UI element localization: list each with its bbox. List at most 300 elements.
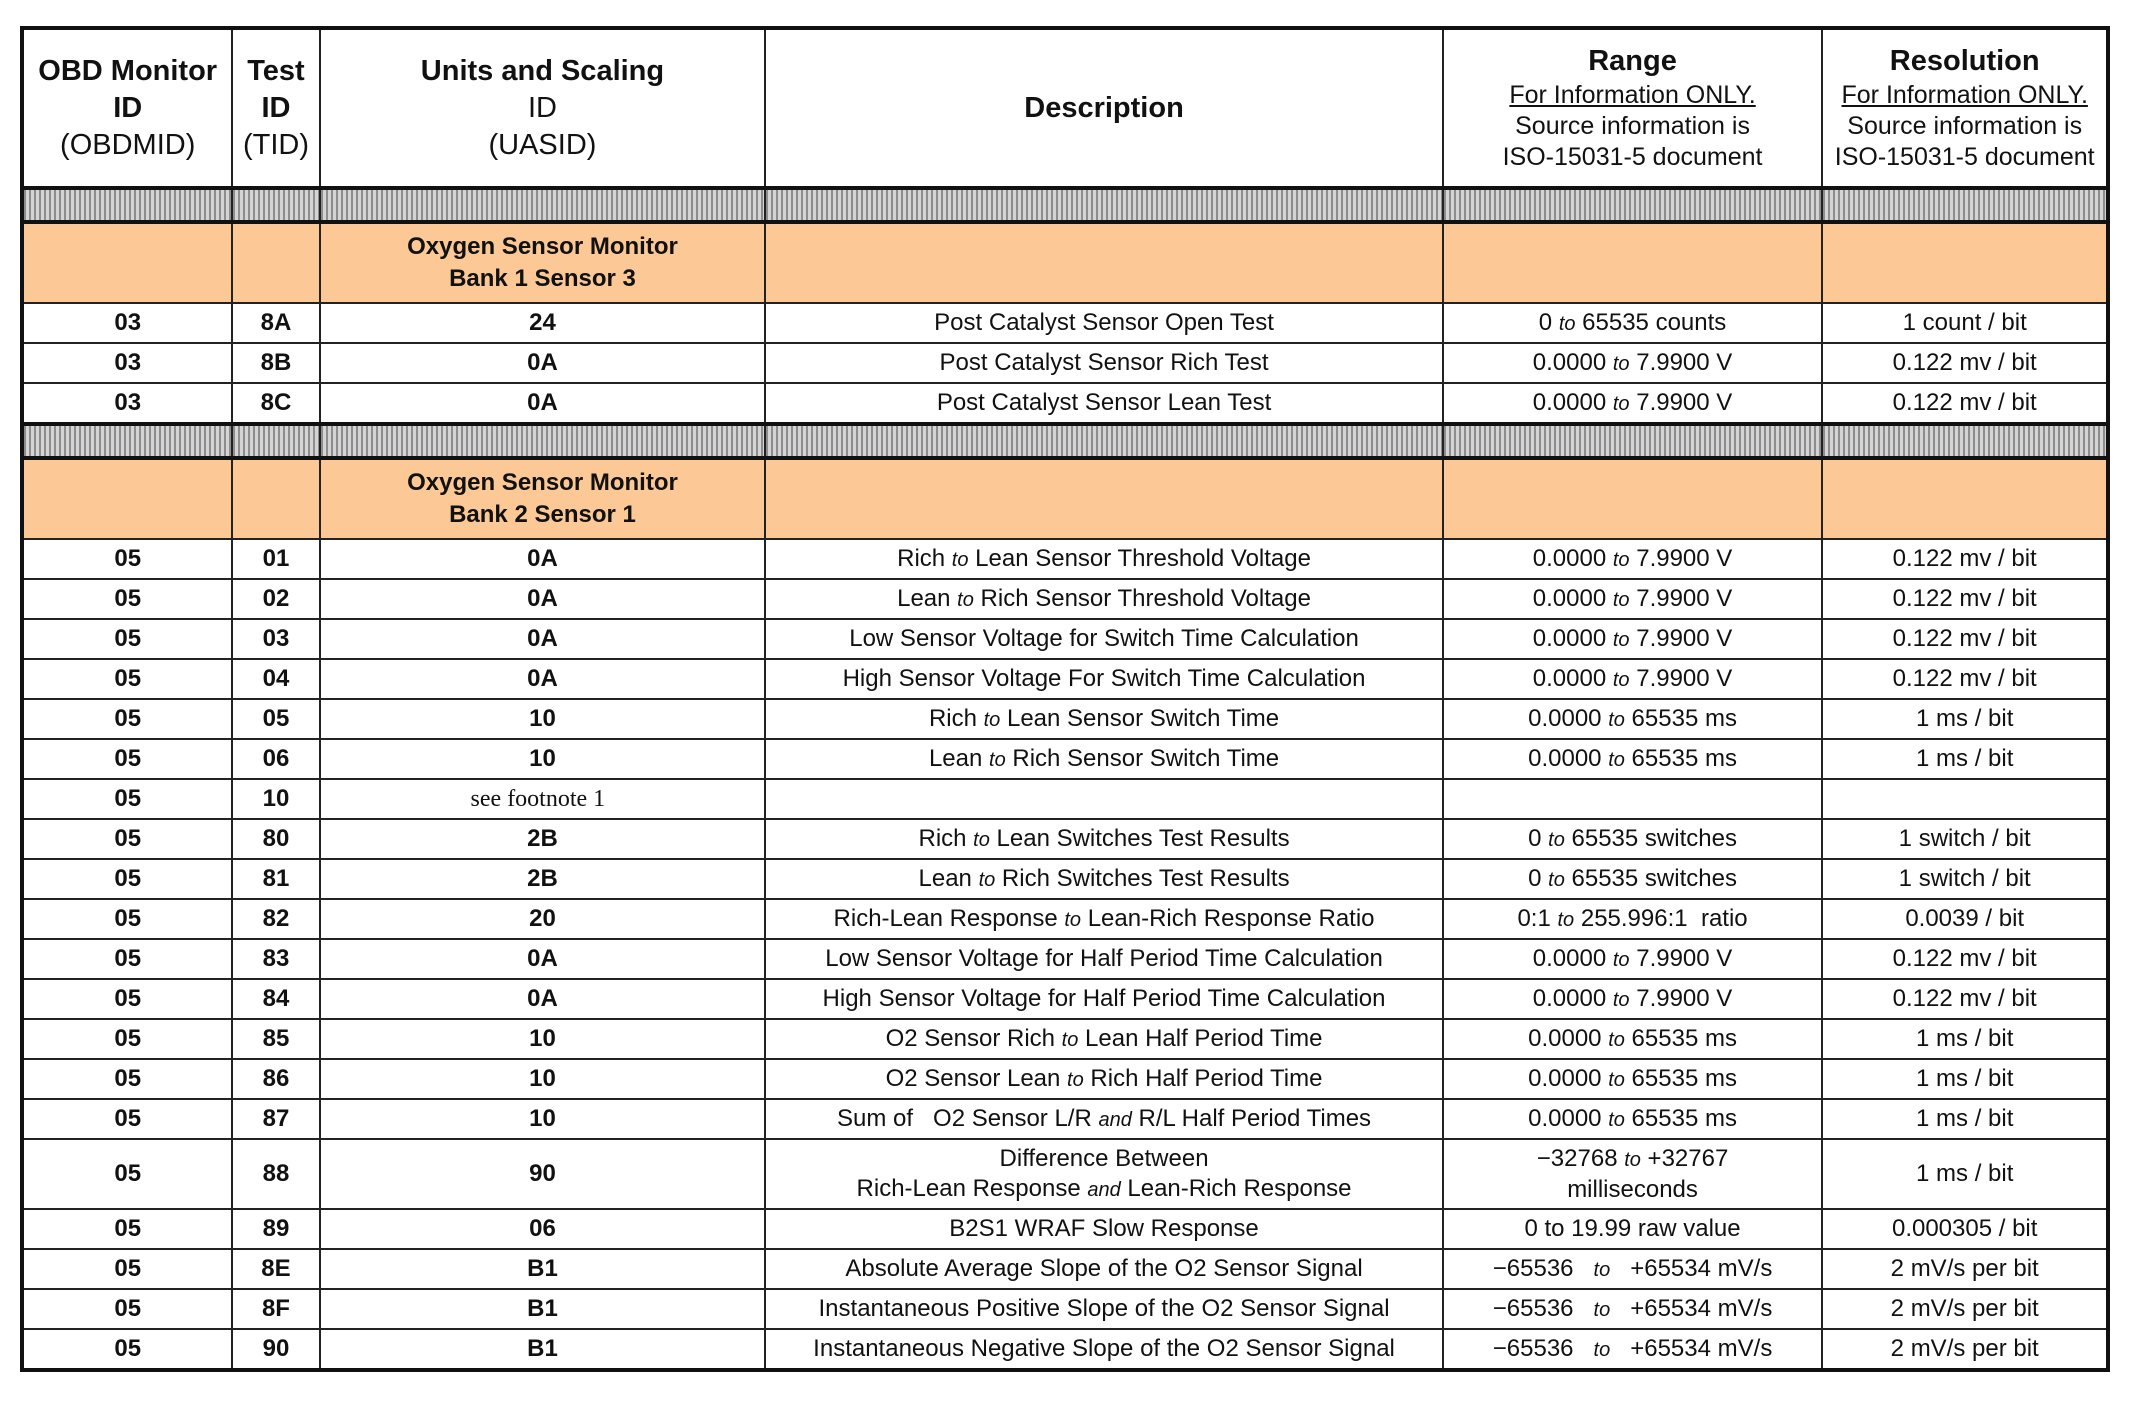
text-segment: 0.0000	[1528, 1105, 1609, 1132]
description-cell	[765, 619, 1442, 659]
range-cell	[1443, 539, 1823, 579]
uasid-cell: 90	[320, 1139, 766, 1209]
group-title	[320, 222, 766, 303]
tid-cell: 82	[232, 899, 319, 939]
resolution-cell: 0.0039 / bit	[1822, 899, 2108, 939]
table-row	[22, 539, 2108, 579]
connector-word: to	[1608, 709, 1625, 731]
text-segment: −32768	[1536, 1144, 1625, 1172]
tid-cell: 80	[232, 819, 319, 859]
text-segment: 0.0000	[1532, 665, 1613, 692]
obdmid-cell: 05	[22, 979, 232, 1019]
group-empty-cell	[765, 458, 1442, 539]
table-row	[22, 659, 2108, 699]
separator-cell	[22, 188, 232, 222]
text-segment: Rich	[897, 545, 952, 572]
range-cell	[1443, 1059, 1823, 1099]
tid-cell: 84	[232, 979, 319, 1019]
group-empty-cell	[22, 458, 232, 539]
header-range-title: Range	[1588, 45, 1677, 77]
group-empty-cell	[1443, 222, 1823, 303]
connector-word: to	[978, 869, 996, 891]
uasid-cell: 2B	[320, 819, 766, 859]
connector-word: to	[1612, 949, 1630, 971]
group-title-line1: Oxygen Sensor Monitor	[407, 233, 678, 260]
text-segment: 65535 ms	[1624, 1025, 1737, 1052]
separator-cell	[232, 424, 319, 458]
connector-word: to	[1612, 353, 1630, 375]
text-segment: Low Sensor Voltage for Half Period Time Calculation	[825, 945, 1383, 972]
text-segment: 65535 ms	[1624, 745, 1737, 772]
text-segment: +32767	[1640, 1144, 1729, 1172]
table-row	[22, 1059, 2108, 1099]
obdmid-cell: 05	[22, 619, 232, 659]
header-resolution-note: For Information ONLY.	[1841, 81, 2088, 109]
text-segment: 255.996:1 ratio	[1574, 905, 1748, 932]
connector-word: to	[1608, 1069, 1625, 1091]
uasid-cell: B1	[320, 1289, 766, 1329]
group-title-line2: Bank 1 Sensor 3	[449, 265, 636, 292]
text-segment: 0	[1528, 825, 1549, 852]
text-segment: Instantaneous Negative Slope of the O2 Sensor Signal	[813, 1335, 1395, 1362]
group-empty-cell	[232, 458, 319, 539]
resolution-cell: 0.122 mv / bit	[1822, 979, 2108, 1019]
header-uasid	[320, 28, 766, 188]
table-row	[22, 619, 2108, 659]
resolution-cell: 1 ms / bit	[1822, 1139, 2108, 1209]
uasid-cell: 24	[320, 303, 766, 343]
text-segment: milliseconds	[1567, 1175, 1698, 1203]
tid-cell: 01	[232, 539, 319, 579]
range-cell	[1443, 859, 1823, 899]
range-cell	[1443, 699, 1823, 739]
table-body	[22, 188, 2108, 1370]
text-segment: Lean	[918, 865, 979, 892]
obdmid-cell: 05	[22, 899, 232, 939]
text-segment: 0.0000	[1532, 625, 1613, 652]
uasid-cell: 0A	[320, 539, 766, 579]
connector-word: to	[1064, 909, 1082, 931]
text-segment: Rich Sensor Switch Time	[1005, 745, 1280, 772]
text-segment: Low Sensor Voltage for Switch Time Calculation	[849, 625, 1359, 652]
text-segment: 7.9900 V	[1629, 349, 1733, 376]
obdmid-cell: 05	[22, 1059, 232, 1099]
connector-word: to	[957, 589, 974, 611]
text-segment: Sum of O2 Sensor L/R	[837, 1105, 1099, 1132]
table-row	[22, 1249, 2108, 1289]
obdmid-cell: 05	[22, 659, 232, 699]
table-row	[22, 1019, 2108, 1059]
tid-cell: 05	[232, 699, 319, 739]
text-segment: Lean Sensor Switch Time	[1000, 705, 1280, 732]
header-uasid-line1: Units and Scaling	[420, 54, 665, 87]
text-segment: Lean Sensor Threshold Voltage	[968, 545, 1311, 572]
connector-word: to	[973, 829, 990, 851]
text-segment: 0.0000	[1532, 389, 1613, 416]
tid-cell: 04	[232, 659, 319, 699]
description-cell	[765, 939, 1442, 979]
obdmid-cell: 05	[22, 1139, 232, 1209]
header-resolution-source2: ISO-15031-5 document	[1834, 143, 2095, 171]
tid-cell: 8F	[232, 1289, 319, 1329]
header-obdmid-line2: ID	[113, 91, 143, 124]
range-cell	[1443, 1289, 1823, 1329]
tid-cell: 8B	[232, 343, 319, 383]
separator-cell	[232, 188, 319, 222]
uasid-cell: 10	[320, 1099, 766, 1139]
text-segment: 0.0000	[1532, 585, 1613, 612]
connector-word: to	[983, 709, 1001, 731]
text-segment: 0	[1528, 865, 1549, 892]
resolution-cell: 0.000305 / bit	[1822, 1209, 2108, 1249]
text-segment: 0.0000	[1528, 705, 1609, 732]
tid-cell: 90	[232, 1329, 319, 1370]
connector-word: to	[1593, 1299, 1611, 1321]
text-segment: Rich	[918, 825, 974, 852]
text-segment: Lean Switches Test Results	[989, 825, 1290, 852]
resolution-cell: 1 switch / bit	[1822, 819, 2108, 859]
connector-word: to	[1612, 589, 1630, 611]
header-row	[22, 28, 2108, 188]
header-obdmid	[22, 28, 232, 188]
header-tid-line3: (TID)	[242, 128, 309, 161]
separator-cell	[1443, 424, 1823, 458]
text-segment: 0.0000	[1532, 985, 1613, 1012]
range-cell	[1443, 619, 1823, 659]
obdmid-cell: 05	[22, 539, 232, 579]
footnote-cell: see footnote 1	[320, 779, 766, 819]
tid-cell: 02	[232, 579, 319, 619]
range-cell	[1443, 303, 1823, 343]
text-segment: O2 Sensor Lean	[885, 1065, 1068, 1092]
text-segment: Rich Sensor Threshold Voltage	[973, 585, 1311, 612]
text-segment: Rich-Lean Response	[833, 905, 1065, 932]
obdmid-cell: 05	[22, 819, 232, 859]
header-range-source1: Source information is	[1515, 112, 1750, 140]
uasid-cell: 0A	[320, 659, 766, 699]
table-row	[22, 1289, 2108, 1329]
table-row	[22, 1209, 2108, 1249]
description-cell	[765, 1249, 1442, 1289]
description-cell	[765, 859, 1442, 899]
resolution-cell	[1822, 779, 2108, 819]
table-row	[22, 1329, 2108, 1370]
text-segment: 0.0000	[1528, 1065, 1609, 1092]
connector-word: to	[1608, 1109, 1625, 1131]
separator-cell	[765, 188, 1442, 222]
text-segment: 0.0000	[1532, 545, 1613, 572]
text-segment: Post Catalyst Sensor Open Test	[934, 309, 1274, 336]
table-row	[22, 739, 2108, 779]
obdmid-cell: 05	[22, 779, 232, 819]
obdmid-cell: 05	[22, 859, 232, 899]
obdmid-cell: 05	[22, 1209, 232, 1249]
resolution-cell: 2 mV/s per bit	[1822, 1249, 2108, 1289]
connector-word: to	[1548, 869, 1565, 891]
text-segment: 7.9900 V	[1629, 985, 1733, 1012]
connector-word: to	[1593, 1339, 1611, 1361]
tid-cell: 8C	[232, 383, 319, 424]
resolution-cell: 1 ms / bit	[1822, 739, 2108, 779]
resolution-cell: 0.122 mv / bit	[1822, 579, 2108, 619]
range-cell	[1443, 1329, 1823, 1370]
header-obdmid-line3: (OBDMID)	[60, 128, 196, 161]
obdmid-cell: 05	[22, 939, 232, 979]
tid-cell: 87	[232, 1099, 319, 1139]
description-cell	[765, 343, 1442, 383]
range-cell	[1443, 1209, 1823, 1249]
connector-word: to	[1608, 749, 1625, 771]
group-empty-cell	[1822, 222, 2108, 303]
connector-word: to	[989, 749, 1006, 771]
uasid-cell: 0A	[320, 979, 766, 1019]
table-row	[22, 383, 2108, 424]
obdmid-cell: 03	[22, 303, 232, 343]
tid-cell: 85	[232, 1019, 319, 1059]
text-segment: High Sensor Voltage for Half Period Time Calculation	[822, 985, 1386, 1012]
tid-cell: 10	[232, 779, 319, 819]
description-cell	[765, 1139, 1442, 1209]
range-cell	[1443, 939, 1823, 979]
obdmid-cell: 05	[22, 1329, 232, 1370]
group-empty-cell	[1822, 458, 2108, 539]
uasid-cell: 10	[320, 739, 766, 779]
description-cell	[765, 1059, 1442, 1099]
separator-cell	[1822, 424, 2108, 458]
resolution-cell: 0.122 mv / bit	[1822, 383, 2108, 424]
obdmid-cell: 05	[22, 1289, 232, 1329]
uasid-cell: 0A	[320, 383, 766, 424]
text-segment: R/L Half Period Times	[1131, 1105, 1372, 1132]
description-cell	[765, 1099, 1442, 1139]
connector-word: to	[1608, 1029, 1625, 1051]
obd-table-container	[20, 26, 2110, 1372]
header-description: Description	[765, 28, 1442, 188]
connector-word: to	[1593, 1259, 1611, 1281]
description-cell	[765, 779, 1442, 819]
range-cell	[1443, 1249, 1823, 1289]
group-empty-cell	[232, 222, 319, 303]
connector-word: to	[1558, 313, 1576, 335]
resolution-cell: 0.122 mv / bit	[1822, 343, 2108, 383]
text-segment: 65535 switches	[1564, 825, 1737, 852]
description-cell	[765, 979, 1442, 1019]
connector-word: to	[1067, 1069, 1084, 1091]
uasid-cell: 20	[320, 899, 766, 939]
description-cell	[765, 1019, 1442, 1059]
uasid-cell: 06	[320, 1209, 766, 1249]
group-empty-cell	[22, 222, 232, 303]
text-segment: Lean	[897, 585, 958, 612]
section-separator	[22, 188, 2108, 222]
range-cell	[1443, 383, 1823, 424]
connector-word: to	[1612, 989, 1630, 1011]
tid-cell: 89	[232, 1209, 319, 1249]
text-segment: −65536	[1492, 1255, 1594, 1282]
separator-cell	[22, 424, 232, 458]
connector-word: to	[1612, 629, 1630, 651]
separator-cell	[1822, 188, 2108, 222]
text-segment: 0 to 19.99 raw value	[1524, 1215, 1741, 1242]
tid-cell: 81	[232, 859, 319, 899]
range-cell	[1443, 1019, 1823, 1059]
range-cell	[1443, 819, 1823, 859]
connector-word: and	[1098, 1109, 1132, 1131]
table-row	[22, 343, 2108, 383]
connector-word: to	[1612, 669, 1630, 691]
resolution-cell: 1 ms / bit	[1822, 1019, 2108, 1059]
header-tid	[232, 28, 319, 188]
header-resolution-source1: Source information is	[1847, 112, 2083, 140]
text-segment: +65534 mV/s	[1610, 1335, 1773, 1362]
header-uasid-line3: (UASID)	[488, 128, 597, 161]
group-empty-cell	[765, 222, 1442, 303]
resolution-cell: 1 ms / bit	[1822, 1099, 2108, 1139]
text-segment: 0.0000	[1528, 1025, 1609, 1052]
uasid-cell: 0A	[320, 939, 766, 979]
table-row	[22, 699, 2108, 739]
uasid-cell: 0A	[320, 343, 766, 383]
uasid-cell: 0A	[320, 619, 766, 659]
table-row	[22, 939, 2108, 979]
obdmid-cell: 05	[22, 739, 232, 779]
uasid-cell: 10	[320, 699, 766, 739]
description-cell	[765, 1329, 1442, 1370]
tid-cell: 8A	[232, 303, 319, 343]
header-uasid-line2: ID	[527, 91, 557, 124]
resolution-cell: 1 ms / bit	[1822, 1059, 2108, 1099]
text-segment: 7.9900 V	[1629, 945, 1733, 972]
description-cell	[765, 699, 1442, 739]
text-segment: 0.0000	[1528, 745, 1609, 772]
text-segment: 0.0000	[1532, 349, 1613, 376]
table-row	[22, 1099, 2108, 1139]
table-row	[22, 303, 2108, 343]
text-segment: 65535 switches	[1564, 865, 1737, 892]
text-segment: 65535 ms	[1624, 1105, 1737, 1132]
description-cell	[765, 1209, 1442, 1249]
table-row	[22, 819, 2108, 859]
text-segment: −65536	[1492, 1295, 1594, 1322]
range-cell	[1443, 899, 1823, 939]
description-cell	[765, 739, 1442, 779]
description-cell	[765, 303, 1442, 343]
connector-word: to	[1612, 549, 1630, 571]
connector-word: to	[1548, 829, 1565, 851]
uasid-cell: 2B	[320, 859, 766, 899]
group-header-row	[22, 458, 2108, 539]
text-segment: 65535 ms	[1624, 1065, 1737, 1092]
separator-cell	[320, 424, 766, 458]
text-segment: O2 Sensor Rich	[885, 1025, 1062, 1052]
separator-cell	[1443, 188, 1823, 222]
obdmid-cell: 05	[22, 1249, 232, 1289]
text-segment: +65534 mV/s	[1610, 1255, 1773, 1282]
connector-word: to	[1624, 1148, 1641, 1171]
obdmid-cell: 05	[22, 579, 232, 619]
connector-word: to	[951, 549, 969, 571]
range-cell	[1443, 579, 1823, 619]
range-cell	[1443, 779, 1823, 819]
connector-word: and	[1087, 1178, 1121, 1201]
tid-cell: 06	[232, 739, 319, 779]
text-segment: Lean-Rich Response	[1120, 1174, 1352, 1202]
text-segment: Rich Switches Test Results	[995, 865, 1290, 892]
text-segment: Rich-Lean Response	[856, 1174, 1088, 1202]
description-cell	[765, 899, 1442, 939]
uasid-cell: B1	[320, 1329, 766, 1370]
range-cell	[1443, 979, 1823, 1019]
tid-cell: 8E	[232, 1249, 319, 1289]
obdmid-cell: 03	[22, 383, 232, 424]
tid-cell: 88	[232, 1139, 319, 1209]
group-title	[320, 458, 766, 539]
uasid-cell: 0A	[320, 579, 766, 619]
text-segment: Post Catalyst Sensor Lean Test	[936, 389, 1272, 416]
table-row	[22, 899, 2108, 939]
description-cell	[765, 383, 1442, 424]
resolution-cell: 1 ms / bit	[1822, 699, 2108, 739]
description-cell	[765, 1289, 1442, 1329]
uasid-cell: 10	[320, 1059, 766, 1099]
separator-cell	[320, 188, 766, 222]
range-cell	[1443, 1099, 1823, 1139]
resolution-cell: 0.122 mv / bit	[1822, 659, 2108, 699]
text-segment: High Sensor Voltage For Switch Time Calculation	[842, 665, 1366, 692]
range-cell	[1443, 739, 1823, 779]
table-row	[22, 779, 2108, 819]
resolution-cell: 2 mV/s per bit	[1822, 1289, 2108, 1329]
uasid-cell: 10	[320, 1019, 766, 1059]
table-row	[22, 579, 2108, 619]
text-segment: B2S1 WRAF Slow Response	[949, 1215, 1259, 1242]
description-cell	[765, 819, 1442, 859]
group-empty-cell	[1443, 458, 1823, 539]
tid-cell: 03	[232, 619, 319, 659]
resolution-cell: 0.122 mv / bit	[1822, 539, 2108, 579]
resolution-cell: 0.122 mv / bit	[1822, 619, 2108, 659]
obdmid-cell: 05	[22, 1019, 232, 1059]
resolution-cell: 0.122 mv / bit	[1822, 939, 2108, 979]
description-cell	[765, 659, 1442, 699]
text-segment: 7.9900 V	[1629, 665, 1733, 692]
obdmid-cell: 05	[22, 699, 232, 739]
table-row	[22, 859, 2108, 899]
table-row	[22, 1139, 2108, 1209]
text-segment: 0	[1538, 309, 1559, 336]
section-separator	[22, 424, 2108, 458]
range-cell	[1443, 1139, 1823, 1209]
resolution-cell: 2 mV/s per bit	[1822, 1329, 2108, 1370]
text-segment: Absolute Average Slope of the O2 Sensor Signal	[845, 1255, 1363, 1282]
description-cell	[765, 539, 1442, 579]
obdmid-cell: 05	[22, 1099, 232, 1139]
obd-monitor-table	[20, 26, 2110, 1372]
range-cell	[1443, 343, 1823, 383]
obdmid-cell: 03	[22, 343, 232, 383]
header-range-note: For Information ONLY.	[1509, 81, 1756, 109]
text-segment: 0.0000	[1532, 945, 1613, 972]
group-title-line1: Oxygen Sensor Monitor	[407, 469, 678, 496]
text-segment: 7.9900 V	[1629, 545, 1733, 572]
range-cell	[1443, 659, 1823, 699]
uasid-cell: B1	[320, 1249, 766, 1289]
text-segment: 7.9900 V	[1629, 625, 1733, 652]
header-tid-line2: ID	[261, 91, 291, 124]
text-segment: 65535 ms	[1624, 705, 1737, 732]
connector-word: to	[1612, 393, 1630, 415]
header-range-source2: ISO-15031-5 document	[1502, 143, 1763, 171]
